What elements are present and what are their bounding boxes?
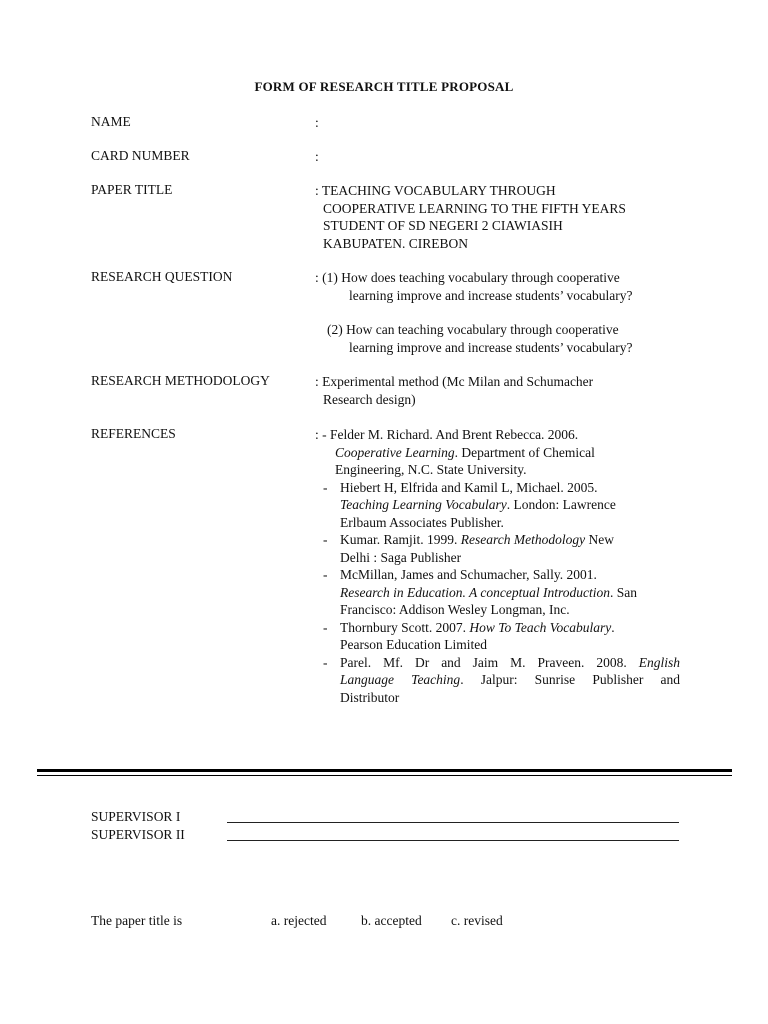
supervisor-2-signature-line[interactable] (227, 840, 679, 841)
decision-label: The paper title is (91, 913, 183, 928)
references-label: REFERENCES (91, 426, 176, 441)
reference-item: : - Felder M. Richard. And Brent Rebecca. 2006. Cooperative Learning. Department of Chemical Engineering, N.C. State University. (315, 427, 595, 477)
research-question-2 (315, 321, 685, 356)
separator-thin-rule (37, 775, 732, 776)
reference-item: - Kumar. Ramjit. 1999. Research Methodology New Delhi : Saga Publisher (323, 532, 614, 565)
option-revised[interactable]: c. revised (451, 913, 503, 928)
reference-item: - McMillan, James and Schumacher, Sally. 2001. Research in Education. A conceptual Introduction. San Francisco: Addison Wesley Longman, Inc. (323, 567, 637, 617)
rq1-line: learning improve and increase students’ vocabulary? (349, 287, 633, 303)
reference-item: - Hiebert H, Elfrida and Kamil L, Michael. 2005. Teaching Learning Vocabulary. London: Lawrence Erlbaum Associates Publisher. (323, 479, 616, 530)
research-question-1 (315, 269, 685, 304)
research-methodology-label: RESEARCH METHODOLOGY (91, 373, 270, 388)
paper-title-line: STUDENT OF SD NEGERI 2 CIAWIASIH (323, 218, 563, 233)
rq2-line: learning improve and increase students’ vocabulary? (349, 339, 633, 355)
paper-title-line: : TEACHING VOCABULARY THROUGH (315, 183, 556, 198)
paper-title-label: PAPER TITLE (91, 182, 173, 197)
name-label: NAME (91, 114, 131, 129)
option-rejected[interactable]: a. rejected (271, 913, 327, 928)
rq1-line: : (1) How does teaching vocabulary through cooperative (315, 270, 620, 285)
option-accepted[interactable]: b. accepted (361, 913, 422, 928)
form-title: FORM OF RESEARCH TITLE PROPOSAL (254, 79, 514, 94)
supervisor-1-label: SUPERVISOR I (91, 809, 181, 824)
supervisor-2-label: SUPERVISOR II (91, 827, 185, 842)
paper-title-value (315, 182, 685, 252)
reference-item: - Thornbury Scott. 2007. How To Teach Vocabulary. Pearson Education Limited (323, 619, 615, 652)
research-question-label: RESEARCH QUESTION (91, 269, 233, 284)
name-value: : (315, 115, 319, 130)
paper-title-line: COOPERATIVE LEARNING TO THE FIFTH YEARS (323, 200, 626, 216)
methodology-line: : Experimental method (Mc Milan and Schumacher (315, 374, 594, 389)
paper-title-line: KABUPATEN. CIREBON (323, 235, 469, 251)
card-number-value: : (315, 149, 319, 164)
methodology-line: Research design) (323, 391, 416, 407)
rq2-line: (2) How can teaching vocabulary through cooperative (327, 322, 619, 337)
reference-item: - Parel. Mf. Dr and Jaim M. Praveen. 2008. English Language Teaching. Jalpur: Sunrise Publisher and Distributor (323, 654, 680, 705)
references-list (315, 426, 680, 706)
supervisor-1-signature-line[interactable] (227, 822, 679, 823)
separator-thick-rule (37, 769, 732, 772)
research-methodology-value (315, 373, 685, 408)
card-number-label: CARD NUMBER (91, 148, 190, 163)
